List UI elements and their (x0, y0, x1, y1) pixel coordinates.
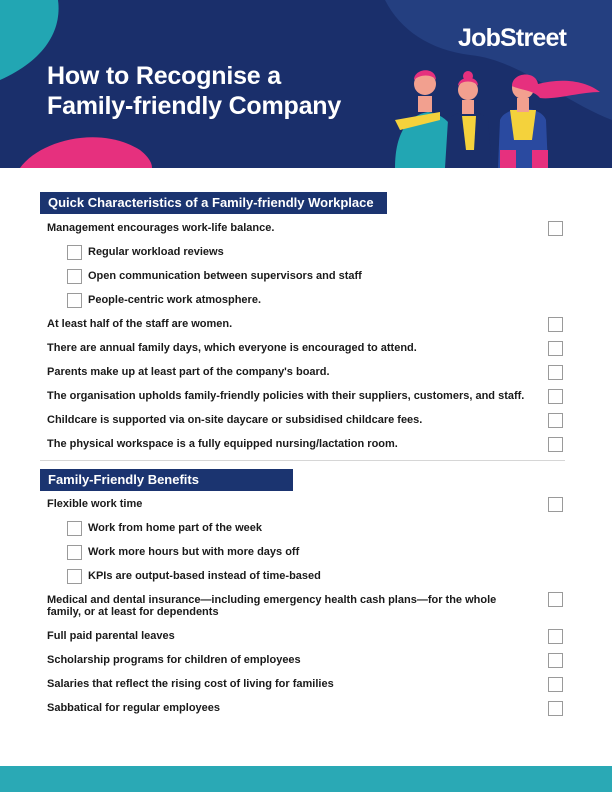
sub-checklist-checkbox[interactable] (67, 521, 82, 536)
section-divider (40, 460, 565, 461)
checklist-item-text: Scholarship programs for children of employees (47, 654, 301, 666)
page-header (0, 0, 612, 168)
checklist-item-text: The organisation upholds family-friendly policies with their suppliers, customers, and staff. (47, 390, 525, 402)
page-title (47, 61, 341, 121)
checklist-checkbox[interactable] (548, 497, 563, 512)
checklist-item-text-line-2: family, or at least for dependents (47, 606, 219, 618)
person-right-figure (498, 74, 600, 168)
checklist-item-text: Management encourages work-life balance. (47, 222, 275, 234)
checklist-checkbox[interactable] (548, 341, 563, 356)
sub-checklist-checkbox[interactable] (67, 569, 82, 584)
checklist-checkbox[interactable] (548, 221, 563, 236)
checklist-item-text: Flexible work time (47, 498, 143, 510)
section-heading-benefits: Family-Friendly Benefits (40, 469, 293, 491)
checklist-checkbox[interactable] (548, 437, 563, 452)
checklist-checkbox[interactable] (548, 629, 563, 644)
checklist-checkbox[interactable] (548, 413, 563, 428)
section-heading-characteristics: Quick Characteristics of a Family-friendly Workplace (40, 192, 387, 214)
page-title-line-2: Family-friendly Company (47, 92, 342, 120)
checklist-checkbox[interactable] (548, 365, 563, 380)
sub-checklist-item-text: Work more hours but with more days off (88, 546, 300, 558)
sub-checklist-checkbox[interactable] (67, 293, 82, 308)
sub-checklist-item-text: KPIs are output-based instead of time-based (88, 570, 321, 582)
jobstreet-logo: JobStreet (458, 24, 567, 52)
checklist-item-text: Salaries that reflect the rising cost of living for families (47, 678, 334, 690)
pink-blob-shape (20, 137, 152, 168)
sub-checklist-checkbox[interactable] (67, 545, 82, 560)
checklist-item-text: Childcare is supported via on-site daycare or subsidised childcare fees. (47, 414, 423, 426)
page-title-line-1: How to Recognise a (47, 62, 281, 90)
checklist-checkbox[interactable] (548, 317, 563, 332)
sub-checklist-checkbox[interactable] (67, 245, 82, 260)
sub-checklist-checkbox[interactable] (67, 269, 82, 284)
checklist-item-text: The physical workspace is a fully equipped nursing/lactation room. (47, 438, 398, 450)
checklist-checkbox[interactable] (548, 653, 563, 668)
sub-checklist-item-text: People-centric work atmosphere. (88, 294, 261, 306)
checklist-item-text-line-1: Medical and dental insurance—including emergency health cash plans—for the whole (47, 594, 497, 606)
sub-checklist-item-text: Open communication between supervisors and staff (88, 270, 362, 282)
person-middle-figure (445, 71, 492, 168)
checklist-item-text: Full paid parental leaves (47, 630, 175, 642)
checklist-item-text: Sabbatical for regular employees (47, 702, 221, 714)
checklist-item-text: Parents make up at least part of the company's board. (47, 366, 330, 378)
checklist-checkbox[interactable] (548, 592, 563, 607)
checklist-checkbox[interactable] (548, 389, 563, 404)
checklist-checkbox[interactable] (548, 677, 563, 692)
checklist-checkbox[interactable] (548, 701, 563, 716)
checklist-item-text: There are annual family days, which everyone is encouraged to attend. (47, 342, 417, 354)
sub-checklist-item-text: Regular workload reviews (88, 246, 224, 258)
checklist-item-text: At least half of the staff are women. (47, 318, 233, 330)
sub-checklist-item-text: Work from home part of the week (88, 522, 262, 534)
footer-bar (0, 766, 612, 792)
